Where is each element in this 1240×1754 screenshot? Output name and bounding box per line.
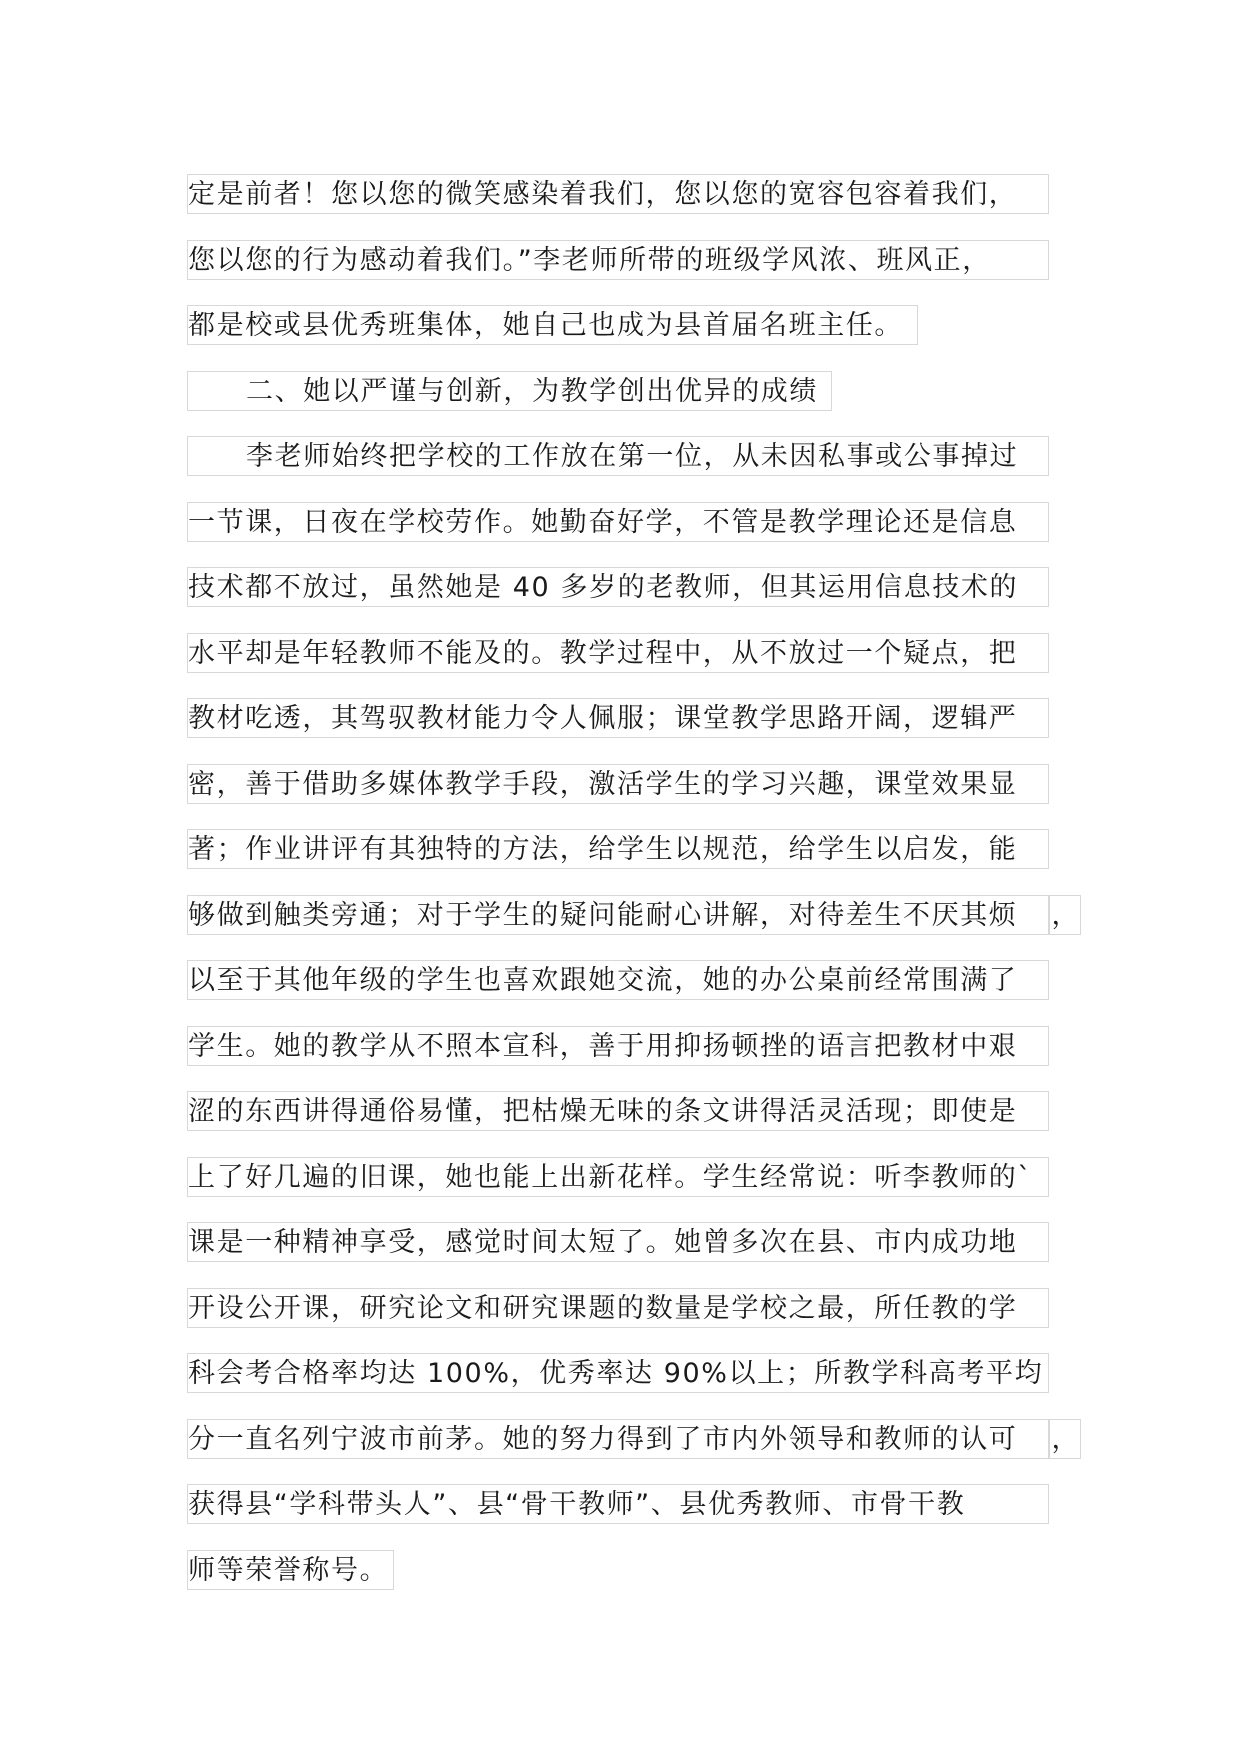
line-text: 上了好几遍的旧课，她也能上出新花样。学生经常说：听李教师的` xyxy=(187,1157,1049,1197)
text-line xyxy=(187,895,1087,961)
text-line xyxy=(187,960,1087,1026)
line-tail-punctuation: ， xyxy=(1049,895,1081,935)
line-tail-punctuation: ， xyxy=(1049,1419,1081,1459)
line-text: 够做到触类旁通；对于学生的疑问能耐心讲解，对待差生不厌其烦 xyxy=(187,895,1049,935)
line-text: 获得县“学科带头人”、县“骨干教师”、县优秀教师、市骨干教 xyxy=(187,1484,1049,1524)
text-line xyxy=(187,1550,1087,1616)
line-text: 著；作业讲评有其独特的方法，给学生以规范，给学生以启发，能 xyxy=(187,829,1049,869)
text-line xyxy=(187,1091,1087,1157)
line-text: 课是一种精神享受，感觉时间太短了。她曾多次在县、市内成功地 xyxy=(187,1222,1049,1262)
line-text: 分一直名列宁波市前茅。她的努力得到了市内外领导和教师的认可 xyxy=(187,1419,1049,1459)
text-line xyxy=(187,1419,1087,1485)
text-line xyxy=(187,1157,1087,1223)
text-line xyxy=(187,1484,1087,1550)
line-text: 教材吃透，其驾驭教材能力令人佩服；课堂教学思路开阔，逻辑严 xyxy=(187,698,1049,738)
text-line xyxy=(187,436,1087,502)
line-text: 学生。她的教学从不照本宣科，善于用抑扬顿挫的语言把教材中艰 xyxy=(187,1026,1049,1066)
paragraph-start: 李老师始终把学校的工作放在第一位，从未因私事或公事掉过 xyxy=(187,436,1049,476)
section-heading-line xyxy=(187,371,1087,437)
line-text: 以至于其他年级的学生也喜欢跟她交流，她的办公桌前经常围满了 xyxy=(187,960,1049,1000)
line-text: 师等荣誉称号。 xyxy=(187,1550,394,1590)
text-line xyxy=(187,240,1087,306)
line-text: 技术都不放过，虽然她是 40 多岁的老教师，但其运用信息技术的 xyxy=(187,567,1049,607)
line-text: 涩的东西讲得通俗易懂，把枯燥无味的条文讲得活灵活现；即使是 xyxy=(187,1091,1049,1131)
text-line xyxy=(187,633,1087,699)
text-line xyxy=(187,174,1087,240)
text-line xyxy=(187,1288,1087,1354)
line-text: 科会考合格率均达 100%，优秀率达 90%以上；所教学科高考平均 xyxy=(187,1353,1049,1393)
line-text: 密，善于借助多媒体教学手段，激活学生的学习兴趣，课堂效果显 xyxy=(187,764,1049,804)
section-heading: 二、她以严谨与创新，为教学创出优异的成绩 xyxy=(187,371,832,411)
text-line xyxy=(187,1353,1087,1419)
text-line xyxy=(187,1222,1087,1288)
line-text: 开设公开课，研究论文和研究课题的数量是学校之最，所任教的学 xyxy=(187,1288,1049,1328)
line-text: 定是前者！您以您的微笑感染着我们，您以您的宽容包容着我们， xyxy=(187,174,1049,214)
line-text: 都是校或县优秀班集体，她自己也成为县首届名班主任。 xyxy=(187,305,918,345)
text-line xyxy=(187,698,1087,764)
body-text xyxy=(187,174,1087,1615)
line-text: 一节课，日夜在学校劳作。她勤奋好学，不管是教学理论还是信息 xyxy=(187,502,1049,542)
text-line xyxy=(187,1026,1087,1092)
text-line xyxy=(187,567,1087,633)
line-text: 水平却是年轻教师不能及的。教学过程中，从不放过一个疑点，把 xyxy=(187,633,1049,673)
text-line xyxy=(187,829,1087,895)
text-line xyxy=(187,305,1087,371)
text-line xyxy=(187,502,1087,568)
text-line xyxy=(187,764,1087,830)
line-text: 您以您的行为感动着我们。”李老师所带的班级学风浓、班风正， xyxy=(187,240,1049,280)
